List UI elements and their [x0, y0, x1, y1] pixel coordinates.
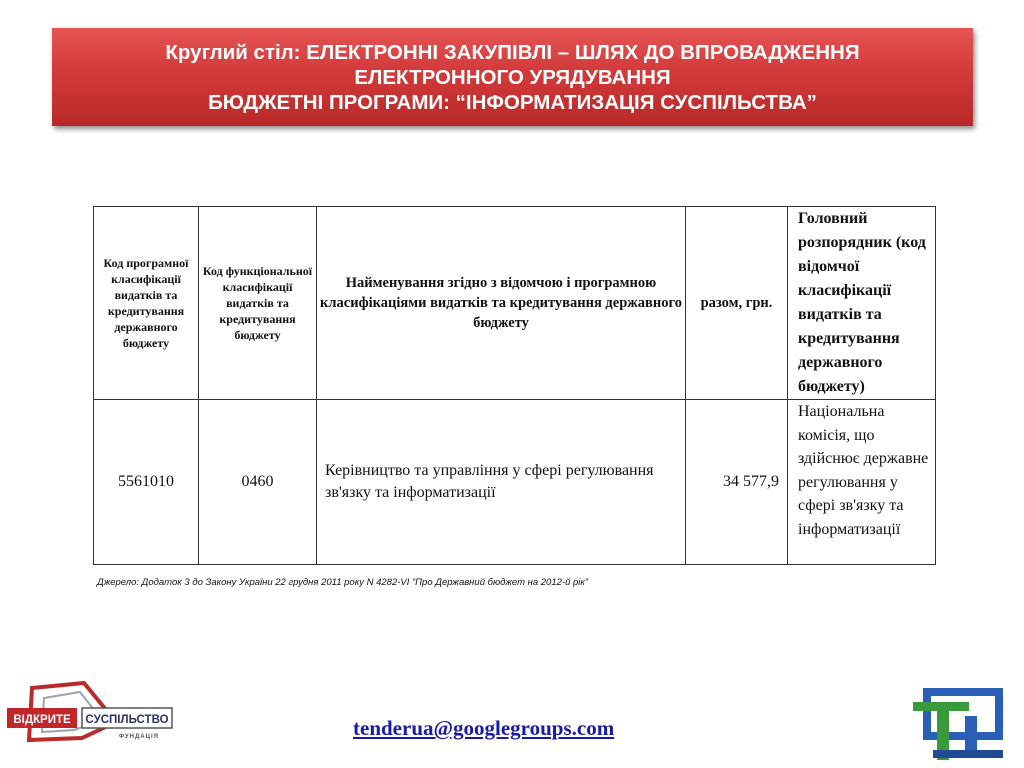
budget-program-table — [93, 206, 936, 565]
table-header-row — [94, 207, 936, 400]
banner-line-2: ЕЛЕКТРОННОГО УРЯДУВАННЯ — [354, 65, 671, 89]
tender-logo — [905, 680, 1010, 765]
cell-name: Керівництво та управління у сфері регулювання зв'язку та інформатизації — [317, 400, 686, 565]
header-total: разом, грн. — [686, 207, 788, 400]
header-administrator: Головний розпорядник (код відомчої класифікації видатків та кредитування державного бюджету) — [788, 207, 936, 400]
logo-word-2: СУСПІЛЬСТВО — [85, 714, 169, 726]
header-name: Найменування згідно з відомчою і програмною класифікаціями видатків та кредитування державного бюджету — [317, 207, 686, 400]
logo-word-3: ФУНДАЦІЯ — [119, 734, 159, 740]
cell-administrator: Національна комісія, що здійснює державне регулювання у сфері зв'язку та інформатизації — [788, 400, 936, 565]
banner-line-1: Круглий стіл: ЕЛЕКТРОННІ ЗАКУПІВЛІ – ШЛЯХ ДО ВПРОВАДЖЕННЯ — [165, 40, 860, 64]
cell-program-code: 5561010 — [94, 400, 199, 565]
banner-line-3: БЮДЖЕТНІ ПРОГРАМИ: “ІНФОРМАТИЗАЦІЯ СУСПІЛЬСТВА” — [208, 90, 817, 114]
title-banner — [52, 28, 973, 126]
header-program-code: Код програмної класифікації видатків та кредитування державного бюджету — [94, 207, 199, 400]
logo-word-1: ВІДКРИТЕ — [13, 714, 71, 726]
vidkryte-suspilstvo-logo — [4, 680, 174, 760]
cell-total: 34 577,9 — [686, 400, 788, 565]
header-functional-code: Код функціональної класифікації видатків та кредитування бюджету — [199, 207, 317, 400]
contact-email-link[interactable]: tenderua@googlegroups.com — [353, 716, 615, 740]
table-row — [94, 400, 936, 565]
source-note: Джерело: Додаток 3 до Закону України 22 грудня 2011 року N 4282-VI “Про Державний бюджет на 2012-й рік” — [97, 577, 589, 588]
cell-functional-code: 0460 — [199, 400, 317, 565]
